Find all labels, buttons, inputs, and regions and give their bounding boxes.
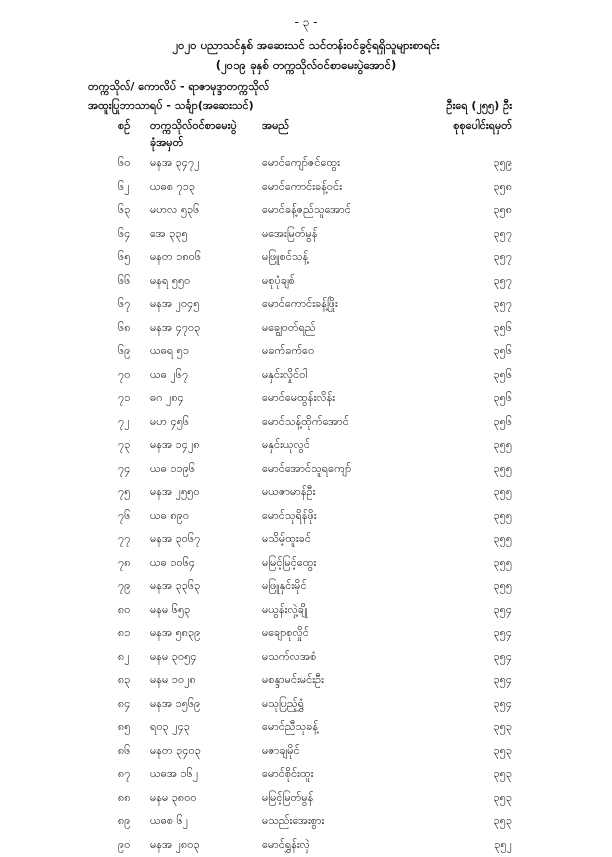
total-score: ၃၅၄ [493,673,512,689]
roll-number: မနမ ၆၅၃ [150,603,190,619]
row-number: ၈၀ [118,603,130,619]
student-name: မောင်ကောင်းခန့်ဖြိုး [262,297,338,313]
major-line: အထူးပြုဘာသာရပ် - သင်္ချာ(အဆေးသင်) [88,99,254,115]
pass-count: ဦးရေ (၂၅၅) ဦး [446,99,512,115]
student-name: မသည်းအေးစွား [262,814,324,830]
student-name: မသိမ့်ထူးခင် [262,532,311,548]
roll-number: ယဓရ ၅၁ [150,344,189,360]
roll-number: မနမ ၁၀၂၈ [150,673,196,689]
student-name: မခက်ခက်ဝေ [262,344,314,360]
student-name: မောင်ကျော်ဇင်ထွေး [262,156,340,172]
row-number: ၇၃ [118,438,130,454]
student-name: မယွန်းလှဲ့ချို [262,603,307,619]
row-number: ၆၆ [118,274,130,290]
header-roll-line2: ခုံအမှတ် [150,136,183,152]
table-row [0,622,612,646]
row-number: ၇၁ [118,391,130,407]
student-name: မနှင်းယုလွင် [262,438,310,454]
student-name: မောင်မေထွန်းလိန်း [262,391,335,407]
table-row [0,317,612,341]
row-number: ၈၂ [118,650,130,666]
row-number: ၈၆ [118,744,130,760]
roll-number: မနအ ၅၈၃၉ [150,626,200,642]
table-row [0,481,612,505]
total-score: ၃၅၅ [493,462,512,478]
student-name: မောင်ရွှန်းလှဲ [262,838,310,854]
roll-number: မနမ ၃၈၀၀ [150,791,197,807]
row-number: ၈၃ [118,673,130,689]
total-score: ၃၅၇ [493,250,512,266]
roll-number: ယဓစ ၆၂ [150,814,188,830]
row-number: ၇၈ [118,556,130,572]
total-score: ၃၅၈ [493,180,512,196]
roll-number: မနအ ၃၄၇၂ [150,156,200,172]
student-name: မောင်စိုင်းထူး [262,767,313,783]
table-row [0,552,612,576]
table-row [0,270,612,294]
total-score: ၃၅၃ [493,720,512,736]
total-score: ၃၅၄ [493,650,512,666]
student-name: မောင်အောင်သူရကျော် [262,462,351,478]
table-row [0,787,612,811]
table-row [0,340,612,364]
student-name: မဖြူနှင်းမိုင် [262,579,307,595]
header-roll: တက္ကသိုလ်ဝင်စာမေးပွဲ [150,119,237,135]
row-number: ၇၇ [118,532,130,548]
roll-number: ရဝ၃ ၂၄၃ [150,720,190,736]
table-row [0,669,612,693]
table-row [0,834,612,857]
row-number: ၇၀ [118,368,130,384]
row-number: ၈၈ [118,791,131,807]
total-score: ၃၅၄ [493,603,512,619]
table-row [0,411,612,435]
table-row [0,740,612,764]
total-score: ၃၅၃ [493,814,512,830]
total-score: ၃၅၆ [493,415,512,431]
student-name: မသက်လအစံ [262,650,316,666]
total-score: ၃၅၂ [494,838,512,854]
roll-number: အေ ၃၃၅ [150,227,188,243]
row-number: ၆၉ [118,344,130,360]
total-score: ၃၅၇ [493,297,512,313]
total-score: ၃၅၇ [493,227,512,243]
row-number: ၆၇ [118,297,130,313]
row-number: ၆၄ [118,227,130,243]
roll-number: မနအ ၁၅၆၉ [150,697,200,713]
total-score: ၃၅၆ [493,321,512,337]
student-name: မစန္ဒာမင်းမင်းဦး [262,673,324,689]
table-row [0,176,612,200]
student-name: မောင်သုရိန်ဖိုး [262,509,317,525]
row-number: ၆၂ [118,180,130,196]
roll-number: မနအ ၁၄၂၈ [150,438,200,454]
total-score: ၃၅၅ [493,438,512,454]
table-row [0,223,612,247]
row-number: ၇၂ [118,415,130,431]
total-score: ၃၅၉ [493,156,512,172]
table-row [0,716,612,740]
table-row [0,152,612,176]
total-score: ၃၅၇ [493,274,512,290]
table-row [0,364,612,388]
row-number: ၈၄ [118,697,130,713]
total-score: ၃၅၆ [493,344,512,360]
student-list [0,152,612,857]
student-name: မောင်သန့်ထိုက်အောင် [262,415,349,431]
student-name: မဇာချမိုင် [262,744,300,760]
student-name: မဖြူစင်သန့် [262,250,308,266]
roll-number: ယဓစ ၇၁၃ [150,180,195,196]
row-number: ၆၅ [118,250,130,266]
table-row [0,458,612,482]
table-row [0,434,612,458]
row-number: ၇၆ [118,509,130,525]
total-score: ၃၅၄ [493,626,512,642]
student-name: မချွေဝတ်ရည် [262,321,316,337]
roll-number: မနမ ၃၀၅၄ [150,650,197,666]
university-line: တက္ကသိုလ်/ ကောလိပ် - ရာဇာမုဒ္ဒာတက္ကသိုလ် [88,80,269,96]
roll-number: မနတ ၃၄၀၃ [150,744,201,760]
total-score: ၃၅၅ [493,509,512,525]
student-name: မမြင့်မြတ်မွန် [262,791,313,807]
student-name: မောင်ညီသုခန့် [262,720,318,736]
total-score: ၃၅၅ [493,579,512,595]
row-number: ၇၄ [118,462,130,478]
student-name: မချောစုလှိုင် [262,626,309,642]
roll-number: မနအ ၂၀၄၅ [150,297,200,313]
roll-number: ယဓ ၂၆၇ [150,368,188,384]
table-row [0,528,612,552]
roll-number: ဓဂ ၂၈၄ [150,391,184,407]
row-number: ၈၅ [118,720,130,736]
roll-number: မနတ ၁၈၀၆ [150,250,201,266]
header-no: စဉ် [118,119,130,135]
table-row [0,199,612,223]
table-row [0,763,612,787]
row-number: ၈၁ [118,626,130,642]
total-score: ၃၅၈ [493,203,512,219]
total-score: ၃၅၅ [493,556,512,572]
header-name: အမည် [262,119,289,135]
student-name: မအေးမြတ်မွန် [262,227,318,243]
roll-number: မနအ ၂၅၅၀ [150,485,200,501]
table-row [0,646,612,670]
roll-number: မနအ ၃၃၆၃ [150,579,200,595]
total-score: ၃၅၆ [493,368,512,384]
student-name: မသုပြည့်ရွှံ [262,697,304,713]
header-total: စုစုပေါင်းရမှတ် [453,119,512,135]
total-score: ၃၅၃ [493,791,512,807]
table-row [0,387,612,411]
table-row [0,293,612,317]
student-name: မောင်ကောင်းခန့်ဝင်း [262,180,342,196]
document-title: ၂၀၂၀ ပညာသင်နှစ် အဆေးသင် သင်တန်းဝင်ခွင့်ရရှိသူများစာရင်း [0,38,612,55]
student-name: မယဇာမာန်ဦး [262,485,315,501]
table-row [0,693,612,717]
student-name: မနှင်းလှိုင်ဝါ [262,368,307,384]
row-number: ၉၀ [118,838,130,854]
roll-number: ယဓ ၁၀၆၄ [150,556,195,572]
roll-number: ယဓ ၁၁၉၆ [150,462,195,478]
roll-number: မနအ ၄၇၀၃ [150,321,200,337]
roll-number: ယဓအ ၁၆၂ [150,767,198,783]
total-score: ၃၅၅ [493,485,512,501]
row-number: ၇၉ [118,579,130,595]
row-number: ၈၇ [118,767,130,783]
table-row [0,246,612,270]
row-number: ၇၅ [118,485,130,501]
table-row [0,575,612,599]
table-row [0,599,612,623]
page-number: - ၃ - [0,14,612,32]
document-subtitle: (၂၀၁၉ ခုနှစ် တက္ကသိုလ်ဝင်စာမေးပွဲအောင်) [0,58,612,75]
table-row [0,505,612,529]
total-score: ၃၅၃ [493,744,512,760]
total-score: ၃၅၆ [493,391,512,407]
roll-number: မနအ ၂၈၀၃ [150,838,200,854]
total-score: ၃၅၃ [493,767,512,783]
row-number: ၆၀ [118,156,130,172]
roll-number: မဟ ၄၅၆ [150,415,189,431]
roll-number: မဟလ ၅၃၆ [150,203,199,219]
row-number: ၈၉ [118,814,130,830]
roll-number: မနအ ၃၀၆၇ [150,532,200,548]
row-number: ၆၃ [118,203,130,219]
roll-number: ယဓ ၈၉၀ [150,509,189,525]
student-name: မစုပုံချစ် [262,274,295,290]
total-score: ၃၅၄ [493,697,512,713]
table-row [0,810,612,834]
row-number: ၆၈ [118,321,130,337]
roll-number: မနရ ၅၅၀ [150,274,190,290]
student-name: မမြင့်မြင့်ထွေး [262,556,316,572]
total-score: ၃၅၅ [493,532,512,548]
student-name: မောင်ခန့်ဇည်သူအောင် [262,203,351,219]
